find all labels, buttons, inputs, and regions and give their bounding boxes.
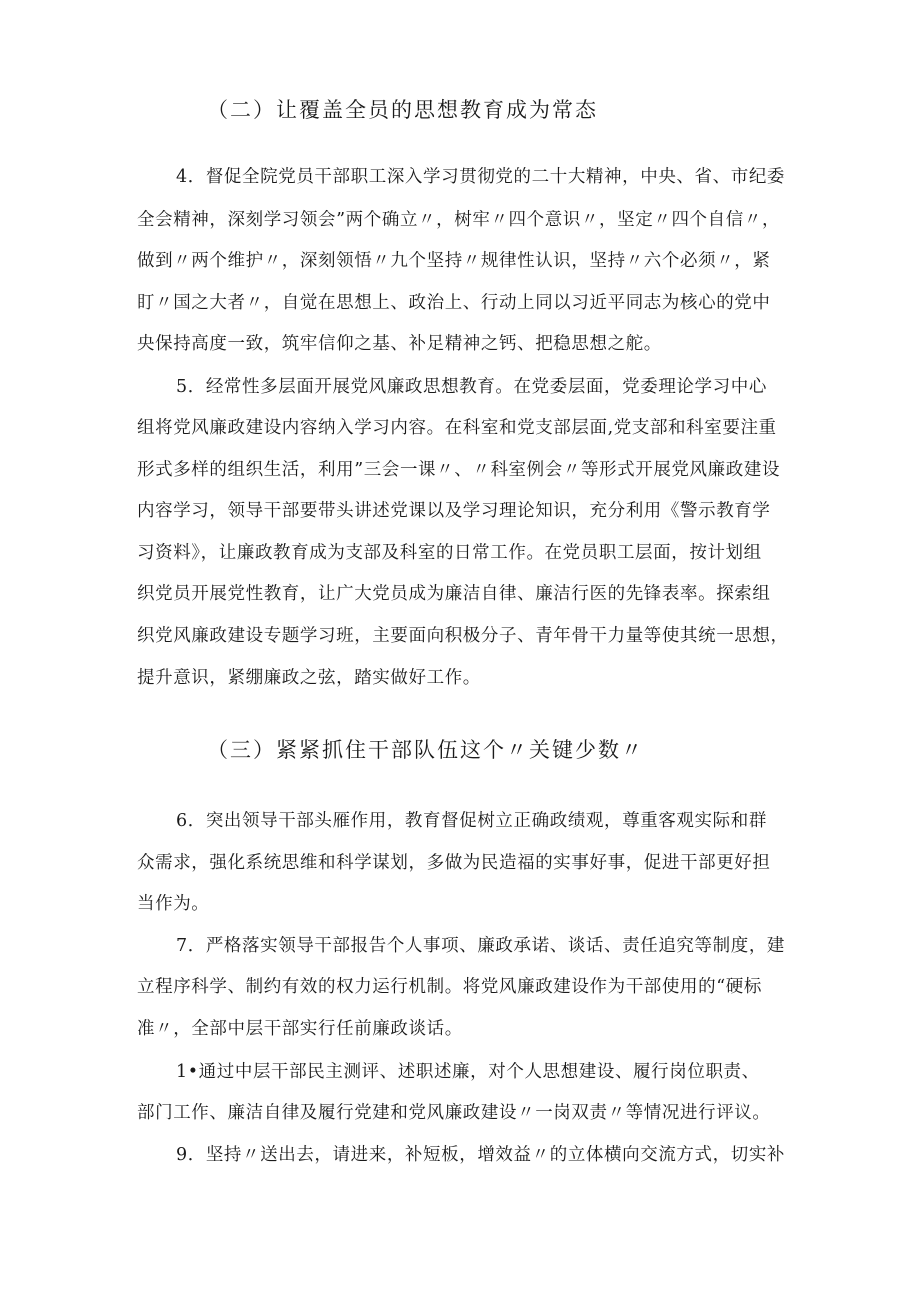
paragraph-line: 全会精神，深刻学习领会”两个确立〃，树牢〃四个意识〃，坚定〃四个自信〃，	[137, 210, 781, 230]
paragraph-line: 当作为。	[137, 894, 210, 914]
paragraph-line: 习资料》，让廉政教育成为支部及科室的日常工作。在党员职工层面，按计划组	[137, 543, 762, 563]
paragraph-line: 部门工作、廉洁自律及履行党建和党风廉政建设〃一岗双责〃等情况进行评议。	[137, 1103, 771, 1123]
section-heading-2: （二）让覆盖全员的思想教育成为常态	[207, 98, 598, 122]
paragraph-line: 做到〃两个维护〃，深刻领悟〃九个坚持〃规律性认识，坚持〃六个必须〃，紧	[137, 251, 771, 271]
paragraph-line: 9．坚持〃送出去，请进来，补短板，增效益〃的立体横向交流方式，切实补	[176, 1145, 786, 1165]
paragraph-line: 1•通过中层干部民主测评、述职述廉，对个人思想建设、履行岗位职责、	[176, 1062, 760, 1082]
paragraph-line: 织党风廉政建设专题学习班，主要面向积极分子、青年骨干力量等使其统一思想，	[137, 626, 789, 646]
paragraph-line: 提升意识，紧绷廉政之弦，踏实做好工作。	[137, 668, 481, 688]
paragraph-line: 盯〃国之大者〃，自觉在思想上、政治上、行动上同以习近平同志为核心的党中	[137, 293, 771, 313]
paragraph-line: 7．严格落实领导干部报告个人事项、廉政承诺、谈话、责任追究等制度，建	[176, 936, 786, 956]
paragraph-line: 织党员开展党性教育，让广大党员成为廉洁自律、廉洁行医的先锋表率。探索组	[137, 584, 771, 604]
paragraph-line: 众需求，强化系统思维和科学谋划，多做为民造福的实事好事，促进干部更好担	[137, 853, 771, 873]
paragraph-line: 内容学习，领导干部要带头讲述党课以及学习理论知识，充分利用《警示教育学	[137, 501, 771, 521]
paragraph-line: 5．经常性多层面开展党风廉政思想教育。在党委层面，党委理论学习中心	[176, 377, 767, 397]
paragraph-line: 4．督促全院党员干部职工深入学习贯彻党的二十大精神，中央、省、市纪委	[176, 167, 786, 187]
paragraph-line: 央保持高度一致，筑牢信仰之基、补足精神之钙、把稳思想之舵。	[137, 334, 662, 354]
paragraph-line: 6．突出领导干部头雁作用，教育督促树立正确政绩观，尊重客观实际和群	[176, 811, 767, 831]
paragraph-line: 立程序科学、制约有效的权力运行机制。将党风廉政建设作为干部使用的“硬标	[137, 977, 762, 997]
paragraph-line: 形式多样的组织生活，利用”三会一课〃、〃科室例会〃等形式开展党风廉政建设	[137, 460, 781, 480]
paragraph-line: 组将党风廉政建设内容纳入学习内容。在科室和党支部层面,党支部和科室要注重	[137, 418, 777, 438]
section-heading-3: （三）紧紧抓住干部队伍这个〃关键少数〃	[207, 738, 644, 762]
paragraph-line: 准〃，全部中层干部实行任前廉政谈话。	[137, 1019, 463, 1039]
